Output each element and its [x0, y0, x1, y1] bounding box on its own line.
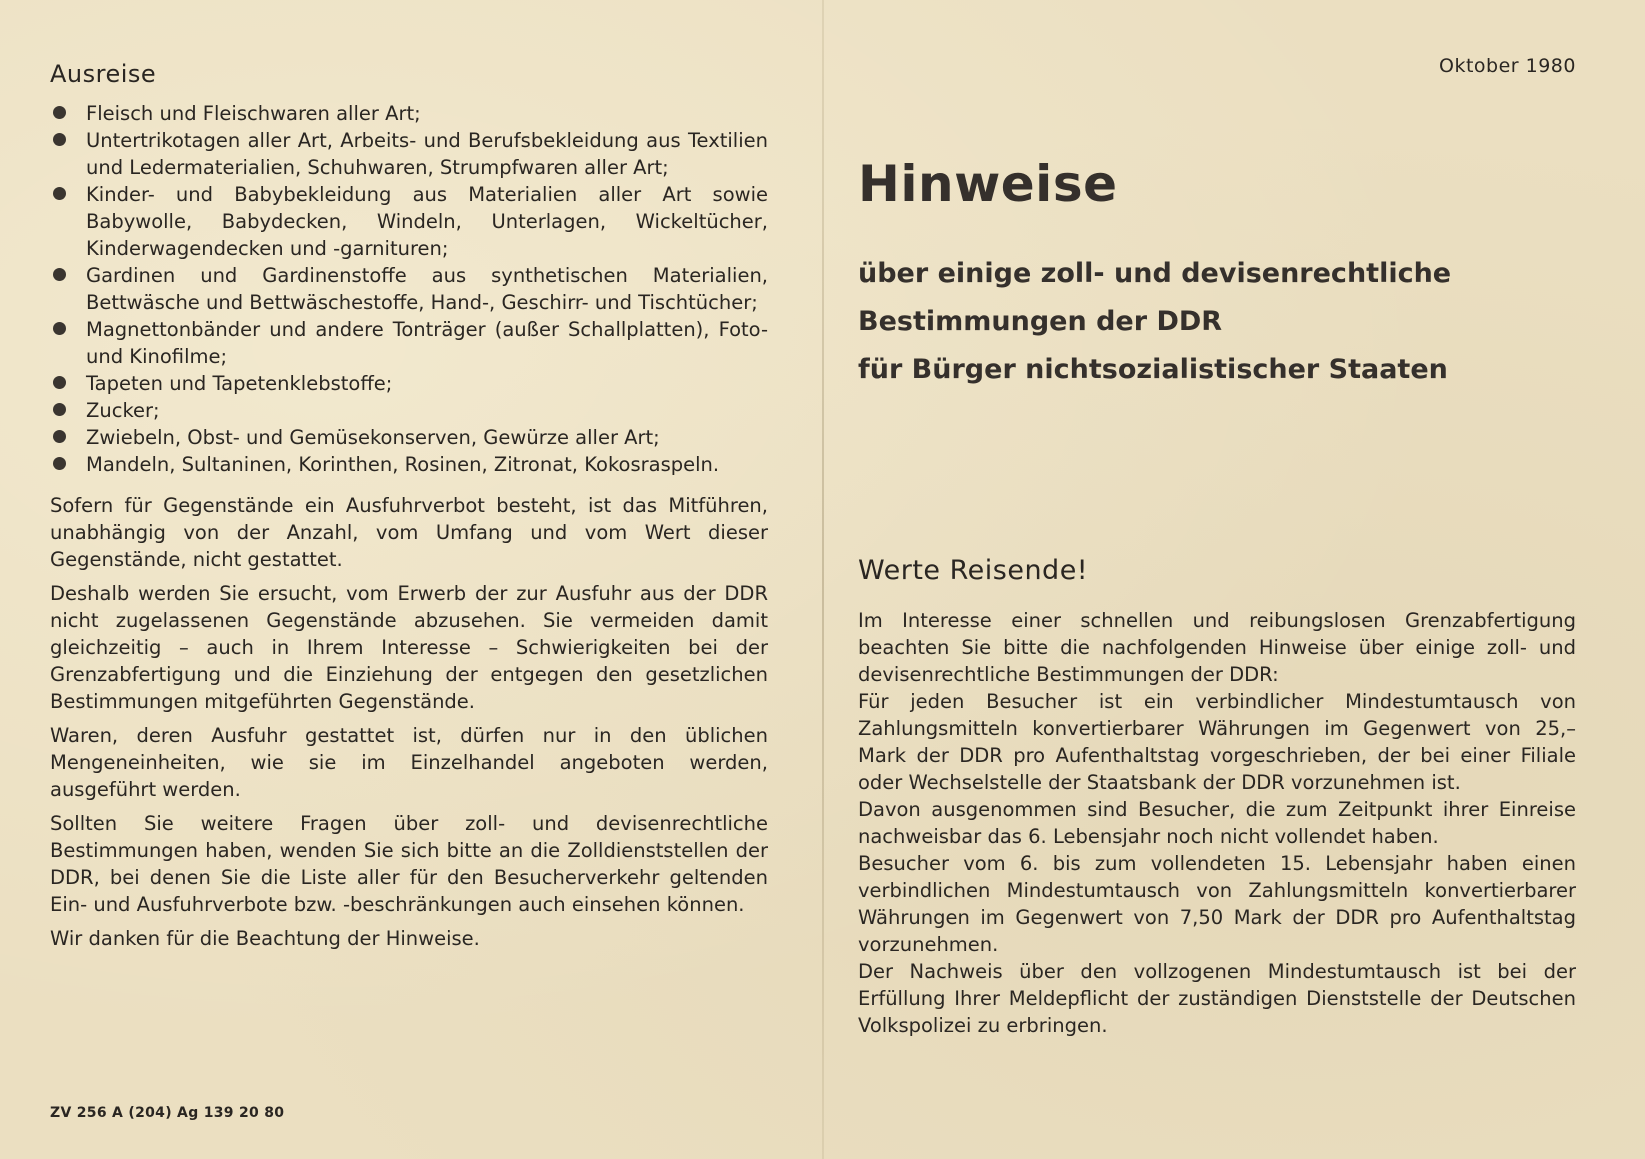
paragraph-questions: Sollten Sie weitere Fragen über zoll- und devisenrechtliche Bestimmungen haben, wenden Sie sich bitte an die Zolldienststellen der DDR, bei denen Sie die Liste aller für den Besucherverkehr geltenden Ein- und Ausfuhrverbote bzw. -beschränkungen auch einsehen können.	[50, 812, 768, 916]
paragraph-export-ban: Sofern für Gegenstände ein Ausfuhrverbot besteht, ist das Mitführen, unabhängig von der Anzahl, vom Umfang und vom Wert dieser Gegenstände, nicht gestattet.	[50, 494, 768, 571]
bullet-icon	[53, 322, 66, 335]
list-item: Zucker;	[50, 397, 768, 424]
print-code: ZV 256 A (204) Ag 139 20 80	[50, 1105, 285, 1121]
right-body	[858, 607, 1576, 1039]
paragraph-thanks: Wir danken für die Beachtung der Hinweise.	[50, 927, 480, 950]
paragraph-youth: Besucher vom 6. bis zum vollendeten 15. Lebensjahr haben einen verbindlichen Mindestumtausch von Zahlungsmitteln konvertierbarer Währungen im Gegenwert von 7,50 Mark der DDR pro Aufenthaltstag vorzunehmen.	[858, 852, 1576, 956]
issue-date: Oktober 1980	[1439, 55, 1576, 77]
list-item: Tapeten und Tapetenklebstoffe;	[50, 370, 768, 397]
bullet-icon	[53, 376, 66, 389]
section-heading: Ausreise	[50, 60, 157, 88]
paragraph-quantities: Waren, deren Ausfuhr gestattet ist, dürfen nur in den üblichen Mengeneinheiten, wie sie im Einzelhandel angeboten werden, ausgeführt werden.	[50, 724, 768, 801]
left-page	[50, 55, 768, 959]
list-item: Gardinen und Gardinenstoffe aus synthetischen Materialien, Bettwäsche und Bettwäschestoffe, Hand-, Geschirr- und Tischtücher;	[50, 262, 768, 316]
bullet-icon	[53, 187, 66, 200]
bullet-icon	[53, 457, 66, 470]
bullet-icon	[53, 403, 66, 416]
bullet-icon	[53, 268, 66, 281]
page-title: Hinweise	[858, 155, 1118, 213]
list-item: Mandeln, Sultaninen, Korinthen, Rosinen, Zitronat, Kokosraspeln.	[50, 451, 768, 478]
subtitle	[858, 250, 1451, 394]
subtitle-line: über einige zoll- und devisenrechtliche	[858, 258, 1452, 289]
bullet-icon	[53, 133, 66, 146]
bullet-icon	[53, 106, 66, 119]
subtitle-line: für Bürger nichtsozialistischer Staaten	[858, 354, 1448, 385]
spacer	[50, 478, 768, 492]
prohibited-items-list	[50, 100, 768, 478]
paragraph-intro: Im Interesse einer schnellen und reibungslosen Grenzabfertigung beachten Sie bitte die nachfolgenden Hinweise über einige zoll- und devisenrechtliche Bestimmungen der DDR:	[858, 609, 1576, 686]
list-item: Untertrikotagen aller Art, Arbeits- und Berufsbekleidung aus Textilien und Ledermaterialien, Schuhwaren, Strumpfwaren aller Art;	[50, 127, 768, 181]
greeting: Werte Reisende!	[858, 555, 1089, 586]
paragraph-proof: Der Nachweis über den vollzogenen Mindestumtausch ist bei der Erfüllung Ihrer Meldepflicht der zuständigen Dienststelle der Deutschen Volkspolizei zu erbringen.	[858, 960, 1576, 1037]
list-item: Zwiebeln, Obst- und Gemüsekonserven, Gewürze aller Art;	[50, 424, 768, 451]
list-item: Magnettonbänder und andere Tonträger (außer Schallplatten), Foto- und Kinofilme;	[50, 316, 768, 370]
paragraph-minimum-exchange: Für jeden Besucher ist ein verbindlicher Mindestumtausch von Zahlungsmitteln konvertierbarer Währungen im Gegenwert von 25,– Mark der DDR pro Aufenthaltstag vorgeschrieben, der bei einer Filiale oder Wechselstelle der Staatsbank der DDR vorzunehmen ist.	[858, 690, 1576, 794]
paragraph-request: Deshalb werden Sie ersucht, vom Erwerb der zur Ausfuhr aus der DDR nicht zugelassenen Gegenstände abzusehen. Sie vermeiden damit gleichzeitig – auch in Ihrem Interesse – Schwierigkeiten bei der Grenzabfertigung und die Einziehung der entgegen den gesetzlichen Bestimmungen mitgeführten Gegenstände.	[50, 582, 768, 713]
list-item: Fleisch und Fleischwaren aller Art;	[50, 100, 768, 127]
bullet-icon	[53, 430, 66, 443]
page-fold	[822, 0, 824, 1159]
paragraph-exemption: Davon ausgenommen sind Besucher, die zum Zeitpunkt ihrer Einreise nachweisbar das 6. Lebensjahr noch nicht vollendet haben.	[858, 798, 1576, 848]
subtitle-line: Bestimmungen der DDR	[858, 306, 1223, 337]
list-item: Kinder- und Babybekleidung aus Materialien aller Art sowie Babywolle, Babydecken, Windeln, Unterlagen, Wickeltücher, Kinderwagendecken und -garnituren;	[50, 181, 768, 262]
